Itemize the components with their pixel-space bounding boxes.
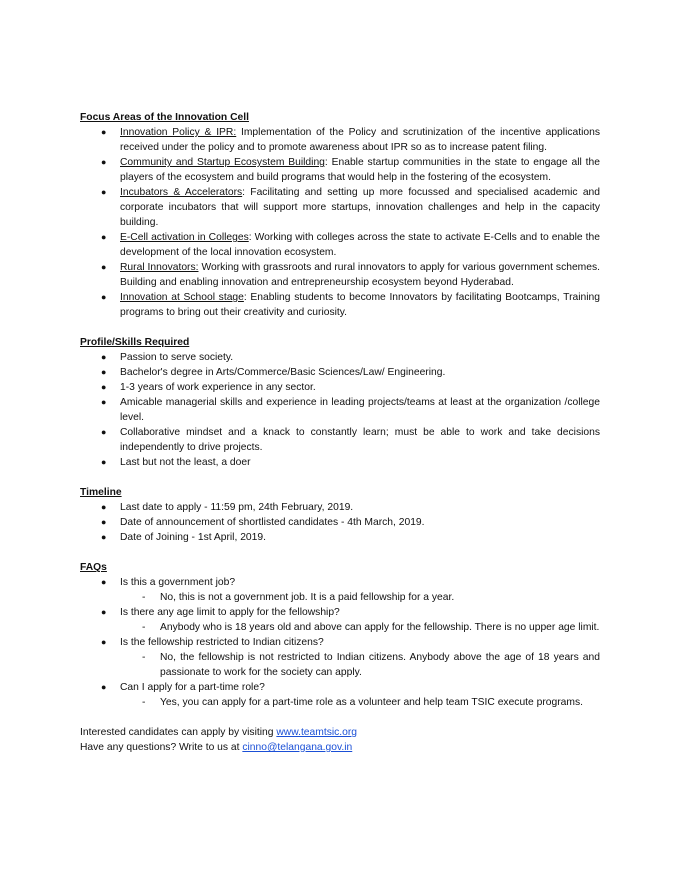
profile-item: ● Bachelor's degree in Arts/Commerce/Basic Sciences/Law/ Engineering.	[80, 365, 600, 380]
timeline-item: ● Date of announcement of shortlisted candidates - 4th March, 2019.	[80, 515, 600, 530]
faqs-heading: FAQs	[80, 562, 107, 573]
faq-question: Is there any age limit to apply for the fellowship?	[120, 607, 340, 618]
profile-item: ● Amicable managerial skills and experience in leading projects/teams at least at the organization /college level.	[80, 395, 600, 425]
timeline-heading: Timeline	[80, 487, 122, 498]
focus-item-text: Working with grassroots and rural innovators to apply for various government schemes. Building and enabling innovation and entrepreneurship ecosystem beyond Hyderabad.	[120, 262, 600, 288]
focus-item-text: : Enabling students to become Innovators by facilitating Bootcamps, Training programs to bring out their creativity and curiosity.	[120, 292, 600, 318]
apply-line	[80, 725, 600, 740]
focus-item-lead: Innovation at School stage	[120, 292, 244, 303]
focus-item	[80, 185, 600, 230]
contact-text: Have any questions? Write to us at	[80, 742, 243, 753]
focus-item-lead: E-Cell activation in Colleges	[120, 232, 249, 243]
faq-question: Is this a government job?	[120, 577, 236, 588]
apply-text: Interested candidates can apply by visiting	[80, 727, 277, 738]
faq-answer-list	[120, 590, 600, 605]
focus-item-text: Implementation of the Policy and scrutinization of the incentive applications received under the policy and to promote awareness about IPR so as to increase patent filing.	[120, 127, 600, 153]
focus-item-lead: Incubators & Accelerators	[120, 187, 243, 198]
profile-section	[80, 335, 600, 470]
website-link[interactable]: www.teamtsic.org	[276, 727, 358, 738]
faq-answer: - Anybody who is 18 years old and above can apply for the fellowship. There is no upper age limit.	[120, 620, 600, 635]
document-body	[80, 110, 600, 755]
faq-item	[80, 575, 600, 605]
faq-answer: - No, the fellowship is not restricted to Indian citizens. Anybody above the age of 18 years and passionate to work for the society can apply.	[120, 650, 600, 680]
timeline-item: ● Last date to apply - 11:59 pm, 24th February, 2019.	[80, 500, 600, 515]
faqs-list	[80, 575, 600, 710]
focus-item-lead: Innovation Policy & IPR:	[120, 127, 237, 138]
focus-item-text: : Facilitating and setting up more focussed and specialised academic and corporate incubators that will support more startups, innovation challenges and help in the capacity building.	[120, 187, 600, 228]
profile-heading: Profile/Skills Required	[80, 337, 190, 348]
faqs-section	[80, 560, 600, 710]
faq-answer-list	[120, 620, 600, 635]
focus-areas-heading: Focus Areas of the Innovation Cell	[80, 112, 249, 123]
focus-item	[80, 260, 600, 290]
profile-item: ● Passion to serve society.	[80, 350, 600, 365]
email-link[interactable]: cinno@telangana.gov.in	[242, 742, 353, 753]
faq-answer: - No, this is not a government job. It is a paid fellowship for a year.	[120, 590, 600, 605]
profile-item: ● Collaborative mindset and a knack to constantly learn; must be able to work and take decisions independently to drive projects.	[80, 425, 600, 455]
focus-item-text: : Working with colleges across the state to activate E-Cells and to enable the development of the local innovation ecosystem.	[120, 232, 600, 258]
faq-answer-list	[120, 650, 600, 680]
profile-list	[80, 350, 600, 470]
faq-item	[80, 680, 600, 710]
profile-item: ● 1-3 years of work experience in any sector.	[80, 380, 600, 395]
focus-item	[80, 155, 600, 185]
contact-line	[80, 740, 600, 755]
timeline-section	[80, 485, 600, 545]
focus-item-text: : Enable startup communities in the state to engage all the players of the ecosystem and build programs that would help in the fostering of the ecosystem.	[120, 157, 600, 183]
faq-item	[80, 605, 600, 635]
faq-answer: - Yes, you can apply for a part-time role as a volunteer and help team TSIC execute programs.	[120, 695, 600, 710]
faq-answer-list	[120, 695, 600, 710]
focus-item-lead: Community and Startup Ecosystem Building	[120, 157, 325, 168]
focus-item	[80, 125, 600, 155]
timeline-list	[80, 500, 600, 545]
focus-item	[80, 230, 600, 260]
faq-item	[80, 635, 600, 680]
focus-areas-list	[80, 125, 600, 320]
timeline-item: ● Date of Joining - 1st April, 2019.	[80, 530, 600, 545]
focus-areas-section	[80, 110, 600, 320]
profile-item: ● Last but not the least, a doer	[80, 455, 600, 470]
focus-item-lead: Rural Innovators:	[120, 262, 199, 273]
contact-footer	[80, 725, 600, 755]
focus-item	[80, 290, 600, 320]
faq-question: Can I apply for a part-time role?	[120, 682, 265, 693]
faq-question: Is the fellowship restricted to Indian citizens?	[120, 637, 324, 648]
